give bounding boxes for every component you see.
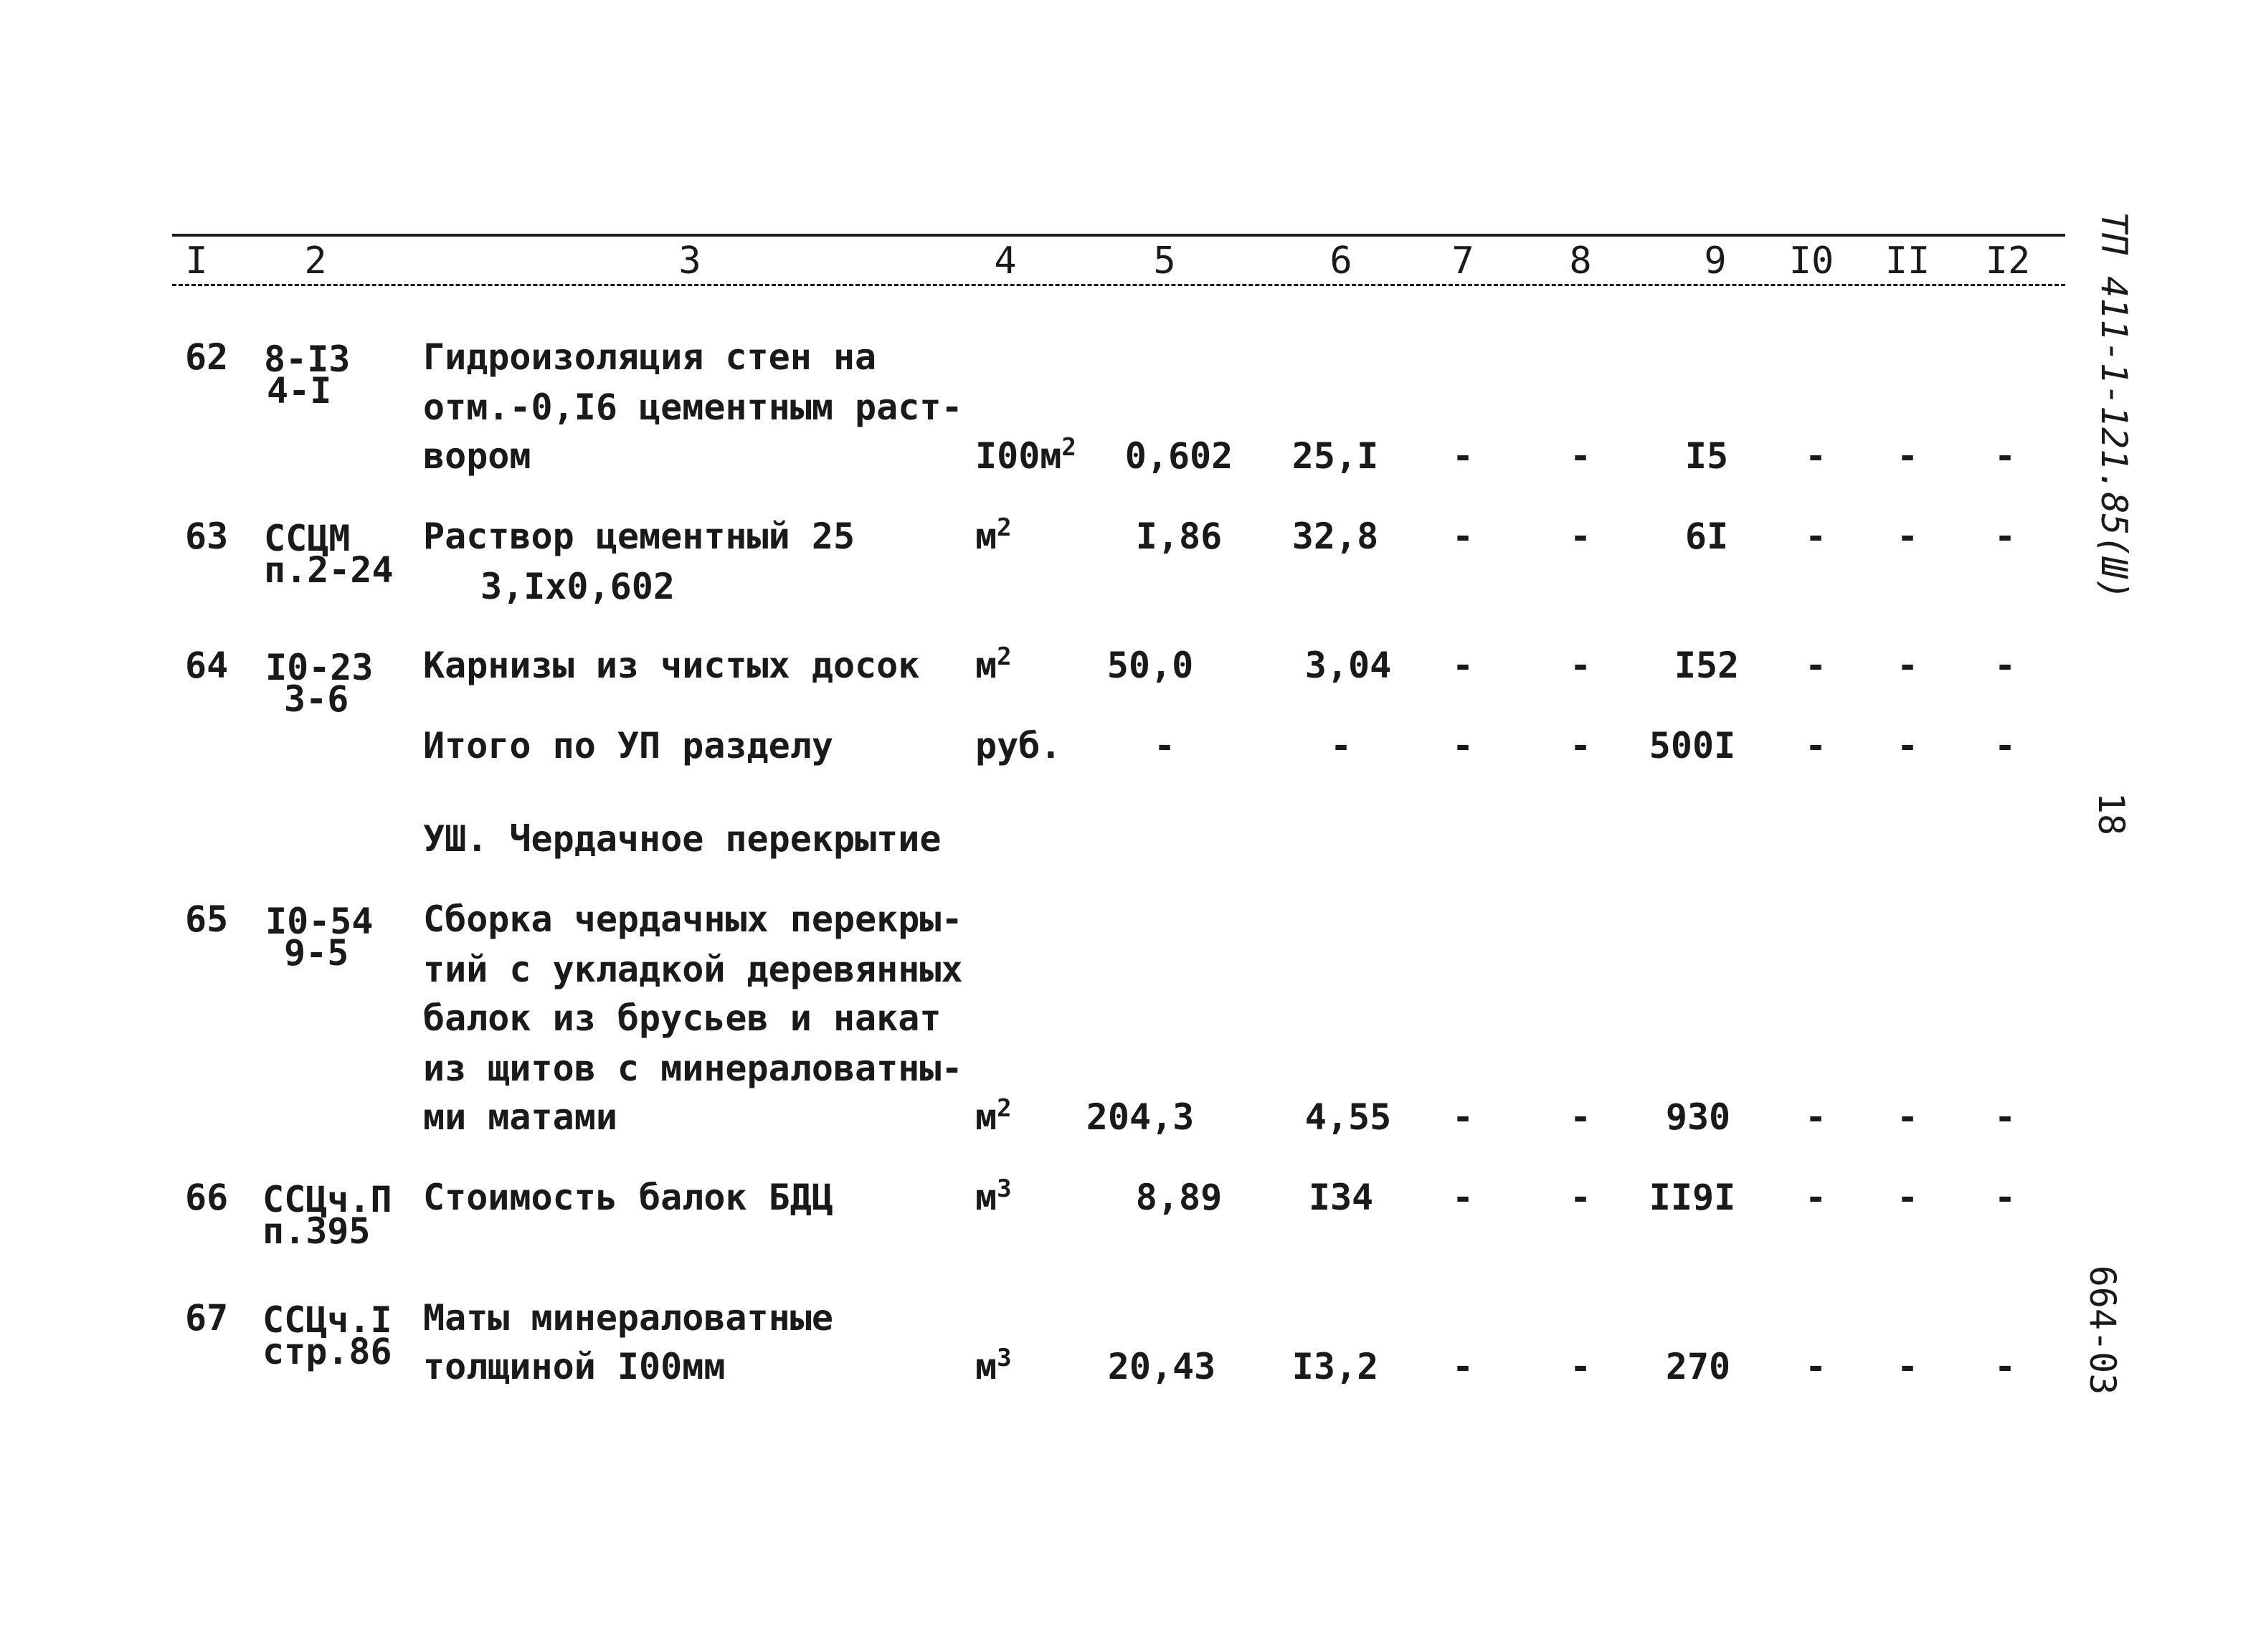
col12-value: - bbox=[1994, 645, 2016, 686]
norm-code-line2: 4-I bbox=[267, 370, 332, 412]
norm-code-line1: ССЦч.I bbox=[262, 1299, 392, 1341]
col-header-1: I bbox=[185, 239, 208, 283]
norm-code-line2: 3-6 bbox=[284, 678, 349, 720]
description-line2: 3,Iх0,602 bbox=[480, 566, 675, 607]
description-line5: ми матами bbox=[423, 1096, 617, 1138]
col8-value: - bbox=[1569, 516, 1592, 557]
row-number: 65 bbox=[185, 898, 229, 940]
col11-value: - bbox=[1896, 435, 1919, 477]
col10-value: - bbox=[1804, 435, 1827, 477]
description-line1: Сборка чердачных перекры- bbox=[423, 898, 963, 940]
col10-value: - bbox=[1804, 725, 1827, 766]
unit-text: I00м bbox=[975, 435, 1062, 477]
unit-exponent: 3 bbox=[997, 1344, 1012, 1372]
quantity: 50,0 bbox=[1106, 645, 1194, 686]
unit-price: - bbox=[1329, 725, 1352, 766]
col10-value: - bbox=[1804, 1346, 1827, 1387]
col11-value: - bbox=[1896, 645, 1919, 686]
norm-code-line1: 8-I3 bbox=[264, 338, 351, 380]
unit-text: м bbox=[975, 645, 997, 686]
col8-value: - bbox=[1569, 1096, 1592, 1138]
total-cost: 270 bbox=[1665, 1346, 1731, 1387]
description-line1: Маты минераловатные bbox=[423, 1297, 833, 1339]
norm-code-line1: ССЦМ bbox=[264, 518, 351, 559]
col-header-5: 5 bbox=[1153, 239, 1176, 283]
side-project-code: ТП 411-1-121.85(Ш) bbox=[2093, 212, 2135, 600]
col10-value: - bbox=[1804, 516, 1827, 557]
total-cost: I5 bbox=[1684, 435, 1729, 477]
col8-value: - bbox=[1569, 645, 1592, 686]
col10-value: - bbox=[1804, 1177, 1827, 1218]
quantity: 8,89 bbox=[1135, 1177, 1223, 1218]
description-line4: из щитов с минераловатны- bbox=[423, 1048, 963, 1089]
row-number: 64 bbox=[185, 645, 229, 686]
unit-exponent: 2 bbox=[1061, 433, 1076, 462]
side-page-number: 18 bbox=[2090, 792, 2132, 836]
description-line1: Гидроизоляция стен на bbox=[423, 336, 877, 378]
subtotal-label: Итого по УП разделу bbox=[423, 725, 833, 766]
col-header-2: 2 bbox=[304, 239, 327, 283]
quantity: 204,3 bbox=[1086, 1096, 1195, 1138]
unit bbox=[975, 515, 1012, 558]
unit-text: м bbox=[975, 1096, 997, 1138]
unit: руб. bbox=[975, 725, 1062, 766]
description-line1: Карнизы из чистых досок bbox=[423, 645, 920, 686]
col11-value: - bbox=[1896, 1346, 1919, 1387]
col-header-8: 8 bbox=[1569, 239, 1592, 283]
col8-value: - bbox=[1569, 1177, 1592, 1218]
quantity: - bbox=[1153, 725, 1176, 766]
unit-text: м bbox=[975, 516, 997, 557]
total-cost: II9I bbox=[1649, 1177, 1736, 1218]
unit-price: I3,2 bbox=[1291, 1346, 1379, 1387]
col-header-6: 6 bbox=[1329, 239, 1352, 283]
description-line1: Раствор цементный 25 bbox=[423, 516, 855, 557]
unit-price: I34 bbox=[1308, 1177, 1374, 1218]
unit bbox=[975, 1176, 1012, 1219]
col8-value: - bbox=[1569, 435, 1592, 477]
col-header-10: I0 bbox=[1788, 239, 1834, 283]
unit-price: 3,04 bbox=[1304, 645, 1392, 686]
col12-value: - bbox=[1994, 435, 2016, 477]
total-cost: 500I bbox=[1649, 725, 1736, 766]
col7-value: - bbox=[1451, 1177, 1474, 1218]
norm-code-line1: I0-23 bbox=[265, 647, 374, 688]
col12-value: - bbox=[1994, 725, 2016, 766]
col-header-9: 9 bbox=[1704, 239, 1727, 283]
col7-value: - bbox=[1451, 1346, 1474, 1387]
col7-value: - bbox=[1451, 435, 1474, 477]
col12-value: - bbox=[1994, 1346, 2016, 1387]
row-number: 62 bbox=[185, 336, 229, 378]
col-header-3: 3 bbox=[678, 239, 701, 283]
description-line2: тий с укладкой деревянных bbox=[423, 949, 963, 990]
unit-text: м bbox=[975, 1177, 997, 1218]
unit-exponent: 2 bbox=[997, 642, 1012, 671]
col7-value: - bbox=[1451, 645, 1474, 686]
col12-value: - bbox=[1994, 1096, 2016, 1138]
description-line3: вором bbox=[423, 435, 531, 477]
table-header-rule bbox=[172, 284, 2065, 286]
side-archive-number: 664-03 bbox=[2082, 1265, 2123, 1395]
col-header-11: II bbox=[1885, 239, 1930, 283]
unit-price: 4,55 bbox=[1304, 1096, 1392, 1138]
unit bbox=[975, 644, 1012, 687]
col12-value: - bbox=[1994, 516, 2016, 557]
col12-value: - bbox=[1994, 1177, 2016, 1218]
col10-value: - bbox=[1804, 645, 1827, 686]
row-number: 67 bbox=[185, 1297, 229, 1339]
col-header-12: I2 bbox=[1985, 239, 2031, 283]
col8-value: - bbox=[1569, 725, 1592, 766]
norm-code-line2: стр.86 bbox=[262, 1331, 392, 1372]
col-header-4: 4 bbox=[994, 239, 1017, 283]
col7-value: - bbox=[1451, 516, 1474, 557]
total-cost: I52 bbox=[1674, 645, 1740, 686]
unit-exponent: 2 bbox=[997, 513, 1012, 542]
unit-price: 25,I bbox=[1291, 435, 1379, 477]
unit-price: 32,8 bbox=[1291, 516, 1379, 557]
norm-code-line2: п.395 bbox=[262, 1210, 371, 1252]
norm-code-line2: 9-5 bbox=[284, 932, 349, 974]
description-line1: Стоимость балок БДЦ bbox=[423, 1177, 833, 1218]
row-number: 63 bbox=[185, 516, 229, 557]
quantity: 0,602 bbox=[1124, 435, 1233, 477]
unit-text: м bbox=[975, 1346, 997, 1387]
col7-value: - bbox=[1451, 725, 1474, 766]
norm-code-line2: п.2-24 bbox=[264, 549, 394, 591]
norm-code-line1: I0-54 bbox=[265, 901, 374, 942]
unit bbox=[975, 1345, 1012, 1388]
table-top-rule bbox=[172, 234, 2065, 237]
quantity: 20,43 bbox=[1107, 1346, 1216, 1387]
unit bbox=[975, 1096, 1012, 1139]
col11-value: - bbox=[1896, 1177, 1919, 1218]
section-heading: УШ. Чердачное перекрытие bbox=[423, 818, 942, 860]
col-header-7: 7 bbox=[1451, 239, 1474, 283]
total-cost: 6I bbox=[1684, 516, 1729, 557]
quantity: I,86 bbox=[1135, 516, 1223, 557]
row-number: 66 bbox=[185, 1177, 229, 1218]
norm-code-line1: ССЦч.П bbox=[262, 1179, 392, 1220]
col10-value: - bbox=[1804, 1096, 1827, 1138]
col7-value: - bbox=[1451, 1096, 1474, 1138]
unit-exponent: 2 bbox=[997, 1094, 1012, 1123]
description-line2: отм.-0,I6 цементным раст- bbox=[423, 386, 963, 428]
total-cost: 930 bbox=[1665, 1096, 1731, 1138]
description-line2: толщиной I00мм bbox=[423, 1346, 726, 1387]
description-line3: балок из брусьев и накат bbox=[423, 997, 942, 1039]
col11-value: - bbox=[1896, 516, 1919, 557]
unit-exponent: 3 bbox=[997, 1174, 1012, 1203]
col11-value: - bbox=[1896, 1096, 1919, 1138]
col11-value: - bbox=[1896, 725, 1919, 766]
col8-value: - bbox=[1569, 1346, 1592, 1387]
unit bbox=[975, 435, 1076, 478]
